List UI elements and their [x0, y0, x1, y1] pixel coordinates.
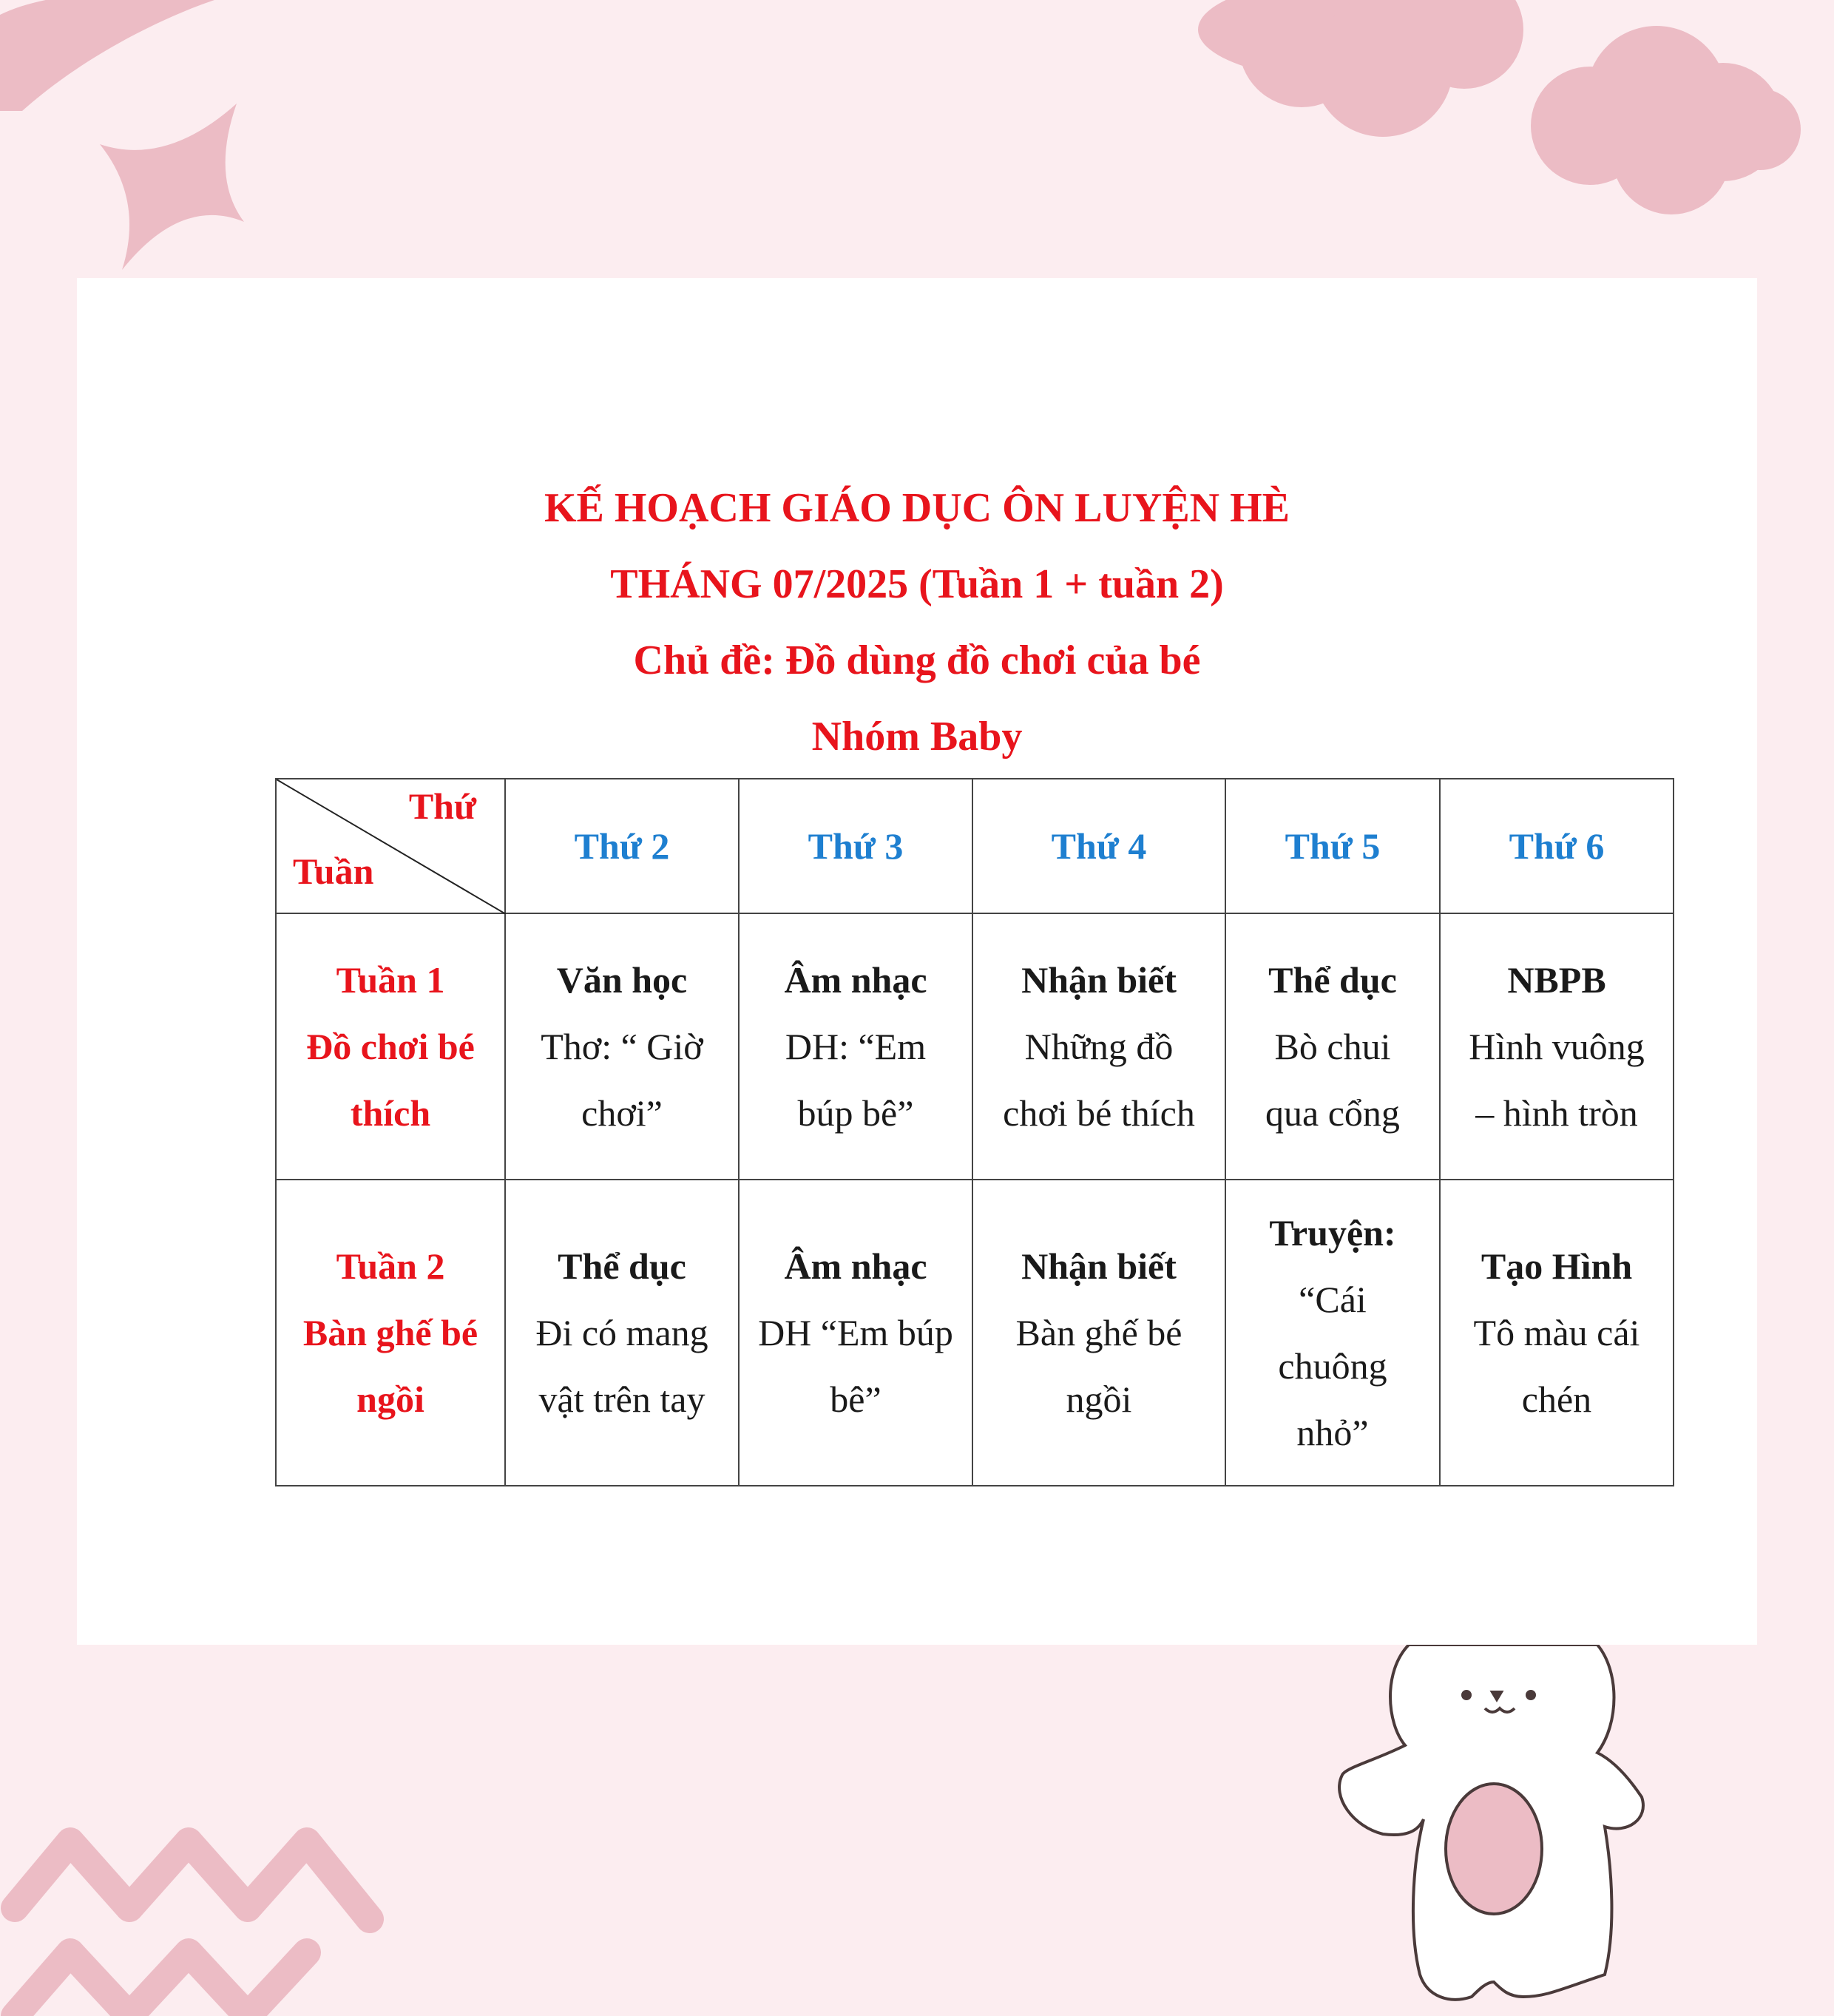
- cell-week2-day6: [1440, 1180, 1674, 1486]
- cell-week2-day5: [1225, 1180, 1440, 1486]
- activity-line: Bò chui: [1274, 1026, 1391, 1067]
- week-label-line: thích: [350, 1092, 431, 1134]
- activity-line: DH: “Em: [785, 1026, 927, 1067]
- title-line-1: KẾ HOẠCH GIÁO DỤC ÔN LUYỆN HÈ: [544, 485, 1290, 531]
- cell-week1-day3: [739, 913, 972, 1180]
- week-label-line: Bàn ghế bé: [302, 1312, 478, 1353]
- cell-week1-day4: [972, 913, 1225, 1180]
- swoosh-decoration: [0, 0, 214, 111]
- title-line-3: Chủ đề: Đồ dùng đồ chơi của bé: [633, 637, 1201, 683]
- activity-line: vật trên tay: [538, 1379, 705, 1420]
- cell-week2-day2: [505, 1180, 739, 1486]
- subject: Tạo Hình: [1481, 1245, 1633, 1287]
- sparkle-star-icon: [100, 104, 244, 270]
- week-label-line: Tuần 2: [336, 1245, 445, 1287]
- activity-line: Đi có mang: [535, 1312, 708, 1353]
- corner-cell: [276, 779, 505, 913]
- header-day-6: Thứ 6: [1440, 779, 1674, 913]
- document-title: [77, 470, 1757, 775]
- activity-line: Bàn ghế bé: [1015, 1312, 1182, 1353]
- activity-line: nhỏ”: [1296, 1412, 1369, 1453]
- activity-line: “Cái: [1299, 1279, 1367, 1320]
- title-line-2: THÁNG 07/2025 (Tuần 1 + tuần 2): [610, 561, 1224, 607]
- subject: Nhận biết: [1021, 959, 1177, 1001]
- activity-line: bê”: [830, 1379, 882, 1420]
- bear-illustration: [1339, 1645, 1643, 2000]
- activity-line: chuông: [1278, 1345, 1387, 1387]
- activity-line: Thơ: “ Giờ: [541, 1026, 703, 1067]
- corner-label-week: Tuần: [293, 850, 374, 892]
- activity-line: ngồi: [1066, 1379, 1132, 1420]
- header-day-2: Thứ 2: [505, 779, 739, 913]
- title-line-4: Nhóm Baby: [811, 714, 1023, 760]
- activity-line: Hình vuông: [1469, 1026, 1645, 1067]
- subject: Thể dục: [558, 1245, 686, 1287]
- cell-week2-day3: [739, 1180, 972, 1486]
- cell-week1-day6: [1440, 913, 1674, 1180]
- table-row-week-2: [276, 1180, 1674, 1486]
- subject: Truyện:: [1269, 1212, 1396, 1254]
- subject: Văn học: [556, 959, 688, 1001]
- activity-line: DH “Em búp: [758, 1312, 953, 1353]
- subject: Âm nhạc: [784, 959, 927, 1001]
- week-label-line: Đồ chơi bé: [306, 1026, 475, 1067]
- week-label-line: Tuần 1: [336, 959, 445, 1001]
- subject: Âm nhạc: [784, 1245, 927, 1287]
- cell-week1-day2: [505, 913, 739, 1180]
- header-day-3: Thứ 3: [739, 779, 972, 913]
- header-day-4: Thứ 4: [972, 779, 1225, 913]
- header-day-5: Thứ 5: [1225, 779, 1440, 913]
- activity-line: qua cổng: [1265, 1092, 1400, 1134]
- document-card: [77, 278, 1757, 1645]
- schedule-table: [275, 778, 1674, 1486]
- week-1-label: [276, 913, 505, 1180]
- week-label-line: ngồi: [356, 1379, 424, 1420]
- subject: Nhận biết: [1021, 1245, 1177, 1287]
- cell-week2-day4: [972, 1180, 1225, 1486]
- activity-line: chơi”: [581, 1092, 663, 1134]
- table-header-row: [276, 779, 1674, 913]
- activity-line: Tô màu cái: [1473, 1312, 1640, 1353]
- cell-week1-day5: [1225, 913, 1440, 1180]
- activity-line: búp bê”: [797, 1092, 914, 1134]
- table-row-week-1: [276, 913, 1674, 1180]
- cloud-decoration: [1198, 0, 1801, 214]
- corner-label-day: Thứ: [408, 785, 476, 827]
- activity-line: chơi bé thích: [1003, 1092, 1195, 1134]
- subject: NBPB: [1507, 959, 1606, 1001]
- subject: Thể dục: [1268, 959, 1397, 1001]
- week-2-label: [276, 1180, 505, 1486]
- zigzag-decoration: [15, 1841, 370, 2016]
- activity-line: – hình tròn: [1475, 1092, 1638, 1134]
- activity-line: chén: [1521, 1379, 1592, 1420]
- activity-line: Những đồ: [1024, 1026, 1174, 1067]
